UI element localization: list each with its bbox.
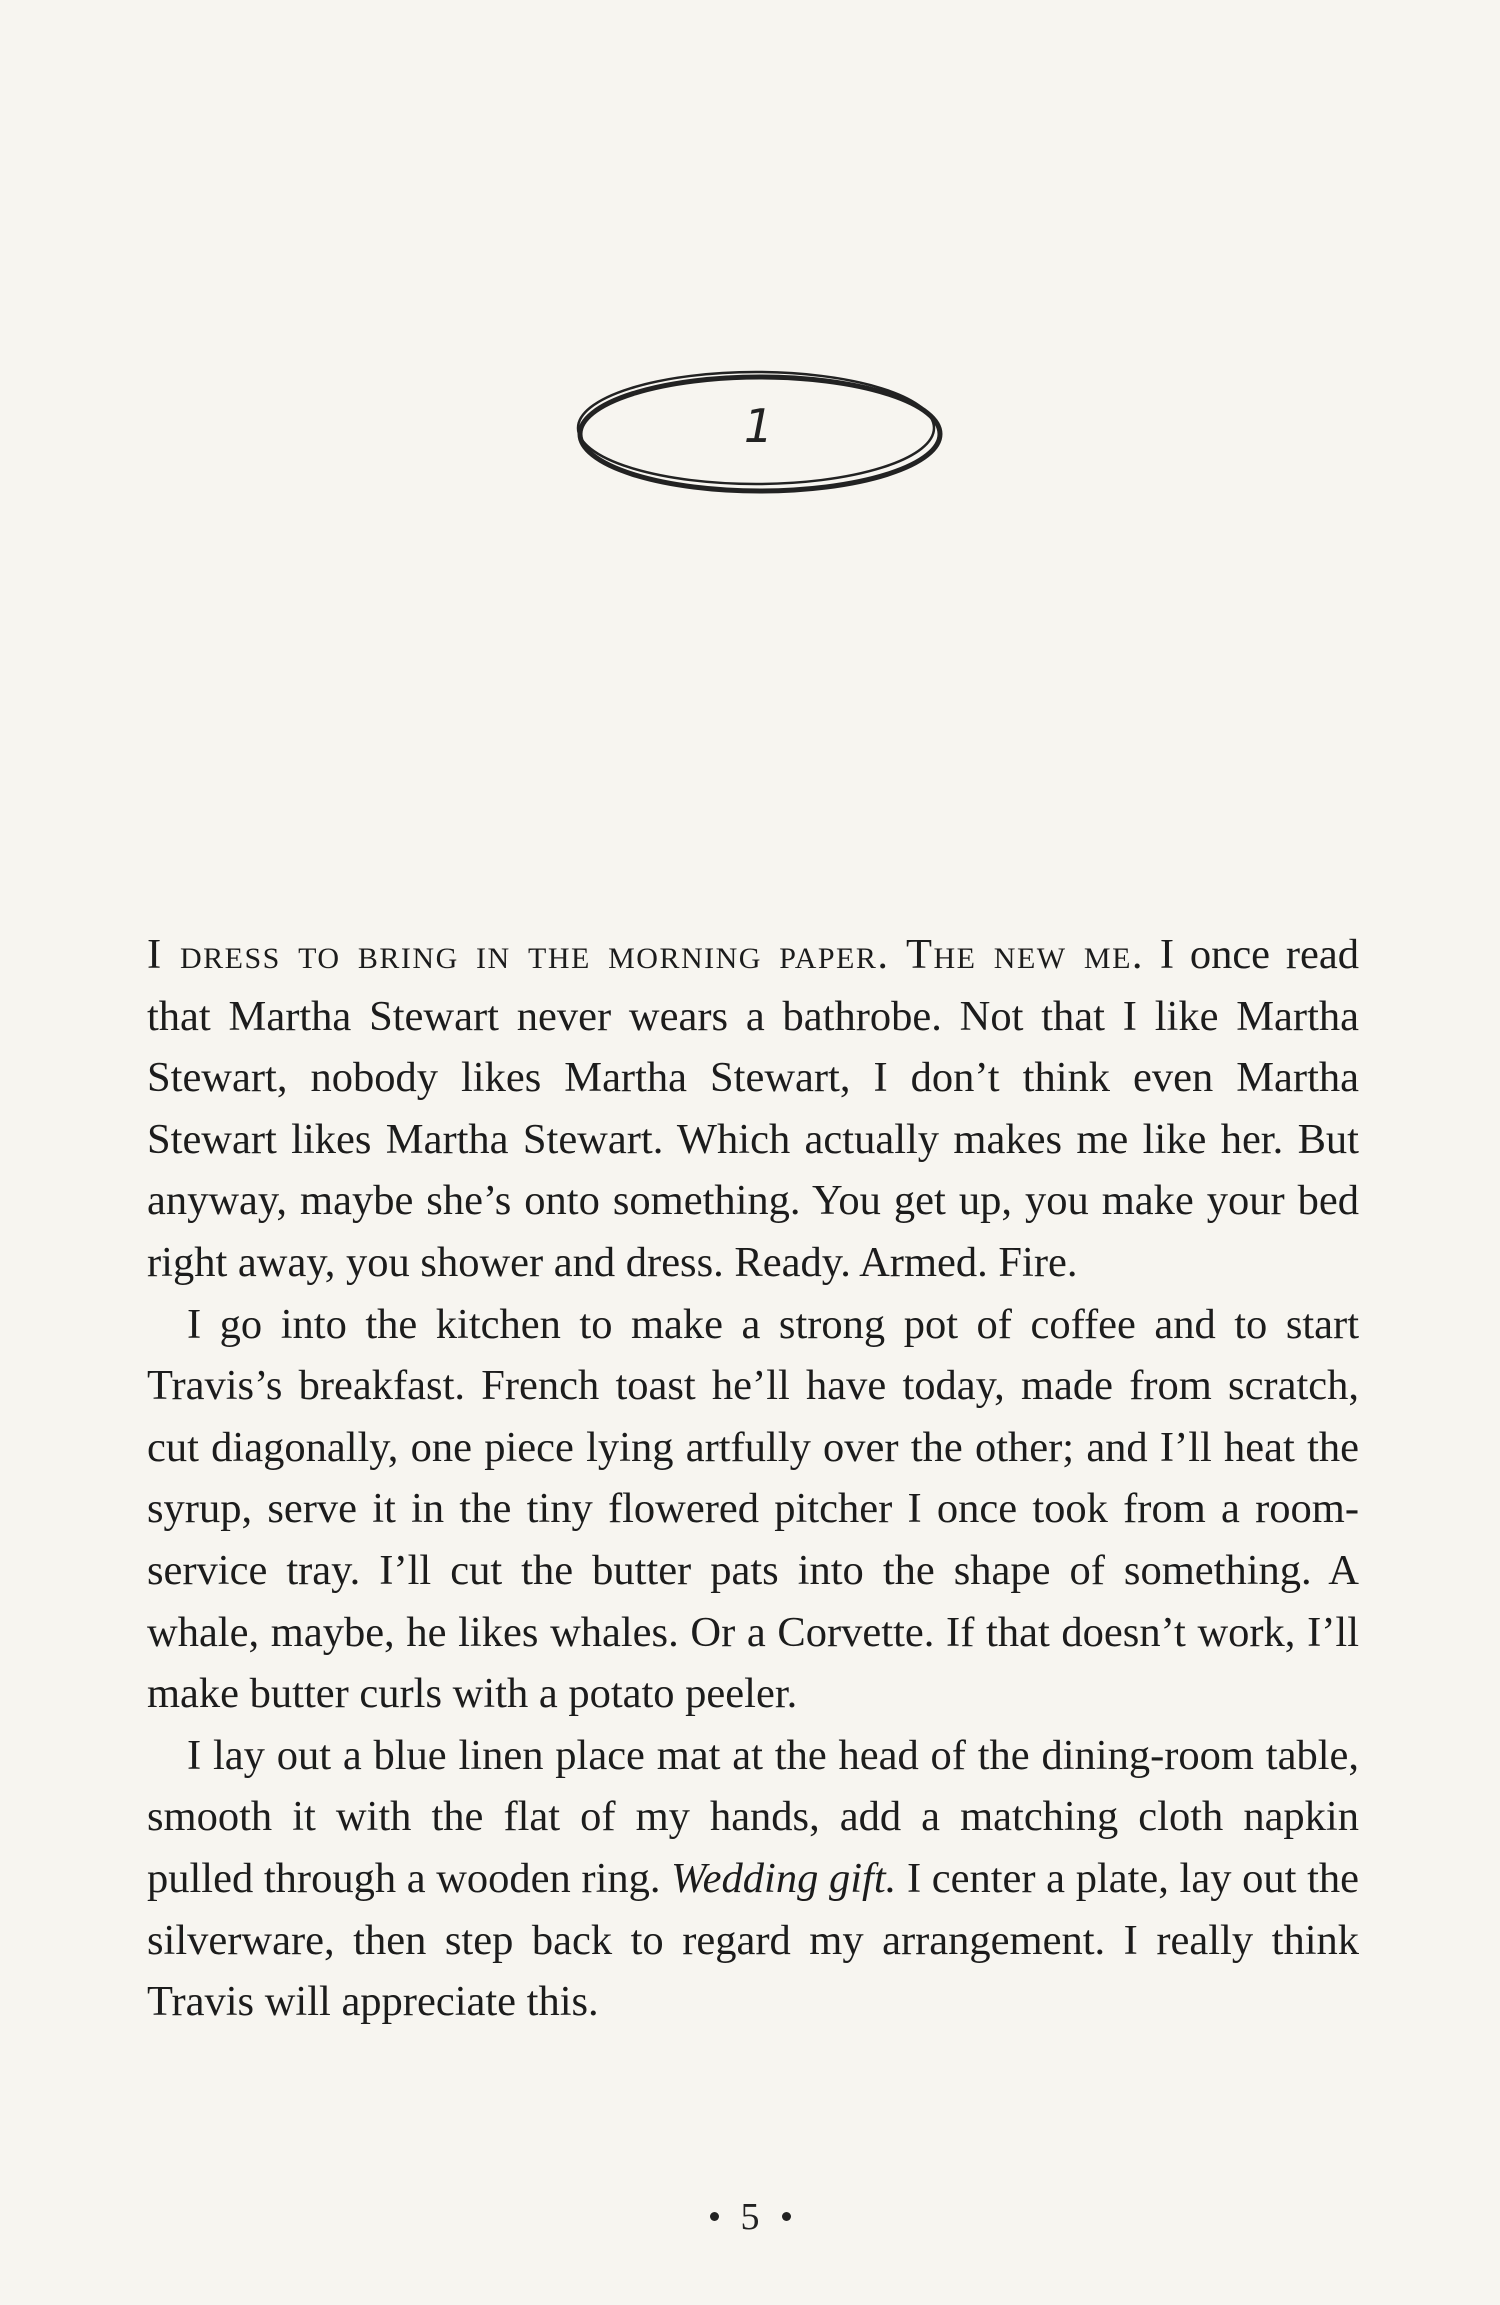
paragraph-3 [147, 1725, 1359, 2033]
paragraph-3-text-after: I center a plate, lay out the silverware, then step back to regard my arrangement. I really think Travis will appreciate this. [147, 1854, 1359, 2026]
folio-bullet-right [782, 2212, 791, 2221]
body-text [147, 924, 1359, 2033]
paragraph-3-italic: Wedding gift. [671, 1854, 897, 1902]
chapter-number: 1 [743, 399, 774, 453]
paragraph-1-text: I once read that Martha Stewart never wears a bathrobe. Not that I like Martha Stewart, nobody likes Martha Stewart, I don’t think even Martha Stewart likes Martha Stewart. Which actually makes me like her. But anyway, maybe she’s onto something. You get up, you make your bed right away, you shower and dress. Ready. Armed. Fire. [147, 931, 1359, 1286]
opening-smallcaps: I dress to bring in the morning paper. The new me. [147, 931, 1145, 978]
page-folio [0, 2195, 1500, 2239]
paragraph-1 [147, 924, 1359, 1294]
folio-bullet-left [710, 2212, 719, 2221]
paragraph-3-text-before: I lay out a blue linen place mat at the head of the dining-room table, smooth it with the flat of my hands, add a matching cloth napkin pulled through a wooden ring. [147, 1731, 1359, 1902]
chapter-emblem [566, 360, 951, 500]
paragraph-2: I go into the kitchen to make a strong pot of coffee and to start Travis’s breakfast. French toast he’ll have today, made from scratch, cut diagonally, one piece lying artfully over the other; and I’ll heat the syrup, serve it in the tiny flowered pitcher I once took from a room-service tray. I’ll cut the butter pats into the shape of something. A whale, maybe, he likes whales. Or a Corvette. If that doesn’t work, I’ll make butter curls with a potato peeler. [147, 1300, 1359, 1718]
page-number: 5 [740, 2196, 760, 2238]
